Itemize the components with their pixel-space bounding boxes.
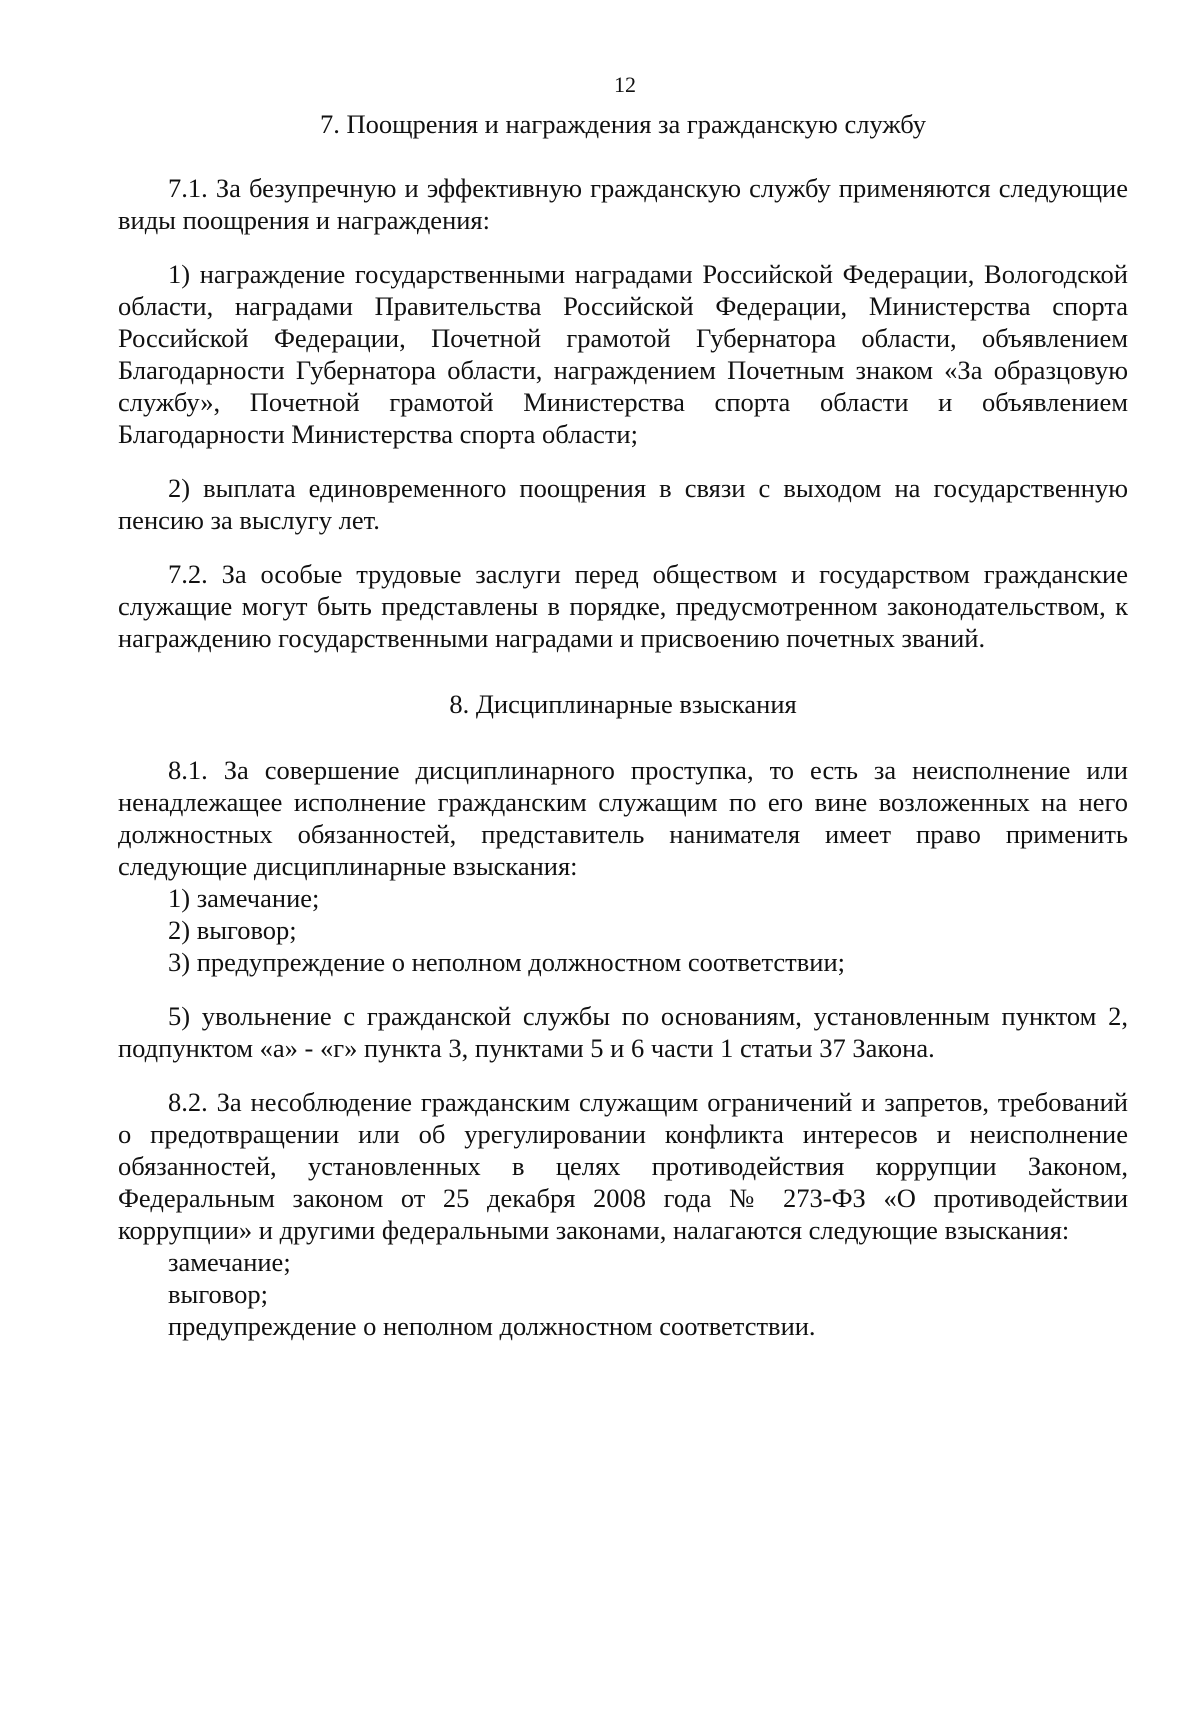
- document-body: [118, 108, 1128, 1342]
- list-item: выговор;: [168, 1279, 268, 1309]
- list-item: предупреждение о неполном должностном соответствии.: [168, 1311, 816, 1341]
- paragraph-8-1-item-5: 5) увольнение с гражданской службы по основаниям, установленным пунктом 2, подпунктом «а» - «г» пункта 3, пунктами 5 и 6 части 1 статьи 37 Закона.: [118, 1001, 1128, 1063]
- list-item: 2) выговор;: [168, 915, 297, 945]
- paragraph-7-1-item-2: 2) выплата единовременного поощрения в связи с выходом на государственную пенсию за выслугу лет.: [118, 473, 1128, 535]
- paragraph-8-1: 8.1. За совершение дисциплинарного проступка, то есть за неисполнение или ненадлежащее исполнение гражданским служащим по его вине возложенных на него должностных обязанностей, представитель нанимателя имеет право применить следующие дисциплинарные взыскания:: [118, 755, 1128, 881]
- page-number: 12: [614, 72, 636, 97]
- list-item: замечание;: [168, 1247, 291, 1277]
- paragraph-7-2: 7.2. За особые трудовые заслуги перед обществом и государством гражданские служащие могут быть представлены в порядке, предусмотренном законодательством, к награждению государственными наградами и присвоению почетных званий.: [118, 559, 1128, 653]
- paragraph-7-1: 7.1. За безупречную и эффективную гражданскую службу применяются следующие виды поощрения и награждения:: [118, 173, 1128, 235]
- list-item: 1) замечание;: [168, 883, 320, 913]
- section-7-heading: 7. Поощрения и награждения за гражданскую службу: [319, 109, 927, 139]
- paragraph-7-1-item-1: 1) награждение государственными наградами Российской Федерации, Вологодской области, наградами Правительства Российской Федерации, Министерства спорта Российской Федерации, Почетной грамотой Губернатора области, объявлением Благодарности Губернатора области, награждением Почетным знаком «За образцовую службу», Почетной грамотой Министерства спорта области и объявлением Благодарности Министерства спорта области;: [118, 259, 1128, 449]
- paragraph-8-2: 8.2. За несоблюдение гражданским служащим ограничений и запретов, требований о предотвращении или об урегулировании конфликта интересов и неисполнение обязанностей, установленных в целях противодействия коррупции Законом, Федеральным законом от 25 декабря 2008 года № 273-ФЗ «О противодействии коррупции» и другими федеральными законами, налагаются следующие взыскания:: [118, 1087, 1128, 1245]
- section-8-heading: 8. Дисциплинарные взыскания: [449, 689, 797, 719]
- list-item: 3) предупреждение о неполном должностном соответствии;: [168, 947, 845, 977]
